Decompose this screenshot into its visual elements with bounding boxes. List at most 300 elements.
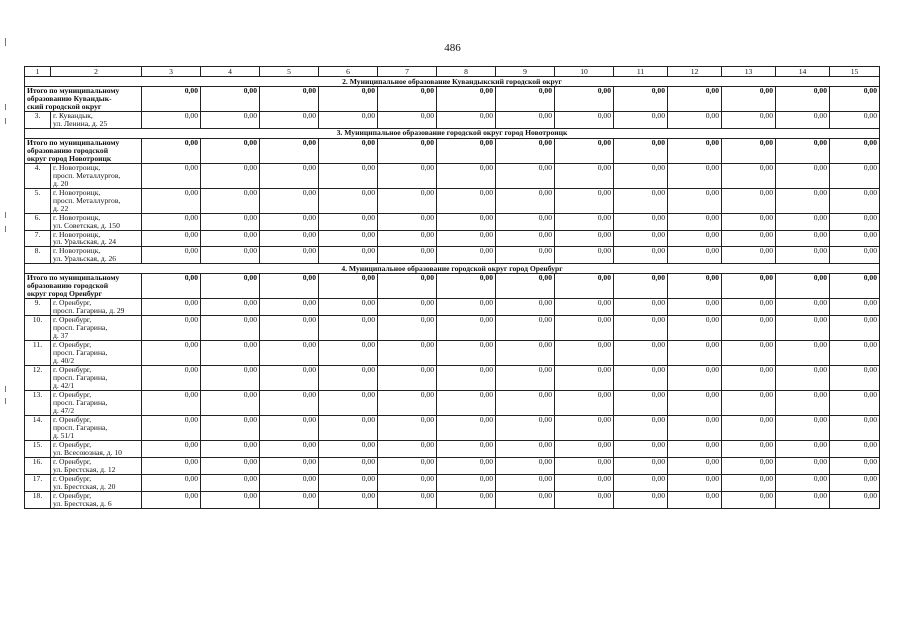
value-cell: 0,00 [437, 457, 496, 474]
value-cell: 0,00 [260, 474, 319, 491]
value-cell: 0,00 [722, 299, 776, 316]
total-value: 0,00 [437, 274, 496, 299]
value-cell: 0,00 [142, 341, 201, 366]
value-cell: 0,00 [668, 440, 722, 457]
value-cell: 0,00 [496, 188, 555, 213]
value-cell: 0,00 [668, 188, 722, 213]
value-cell: 0,00 [668, 366, 722, 391]
data-table [24, 66, 880, 509]
total-value: 0,00 [830, 87, 880, 112]
value-cell: 0,00 [668, 247, 722, 264]
value-cell: 0,00 [201, 491, 260, 508]
value-cell: 0,00 [614, 491, 668, 508]
table-row [25, 341, 880, 366]
value-cell: 0,00 [496, 341, 555, 366]
row-number: 13. [25, 390, 51, 415]
value-cell: 0,00 [722, 188, 776, 213]
value-cell: 0,00 [614, 440, 668, 457]
value-cell: 0,00 [722, 316, 776, 341]
value-cell: 0,00 [378, 474, 437, 491]
value-cell: 0,00 [260, 188, 319, 213]
value-cell: 0,00 [319, 440, 378, 457]
value-cell: 0,00 [830, 316, 880, 341]
value-cell: 0,00 [830, 390, 880, 415]
value-cell: 0,00 [378, 440, 437, 457]
value-cell: 0,00 [260, 491, 319, 508]
row-number: 7. [25, 230, 51, 247]
address-cell: г. Оренбург, просп. Гагарина, д. 47/2 [51, 390, 142, 415]
value-cell: 0,00 [555, 299, 614, 316]
value-cell: 0,00 [201, 316, 260, 341]
total-value: 0,00 [614, 274, 668, 299]
total-value: 0,00 [776, 87, 830, 112]
value-cell: 0,00 [437, 366, 496, 391]
value-cell: 0,00 [614, 230, 668, 247]
column-number-cell: 10 [555, 67, 614, 77]
total-value: 0,00 [776, 138, 830, 163]
value-cell: 0,00 [555, 415, 614, 440]
value-cell: 0,00 [142, 188, 201, 213]
value-cell: 0,00 [319, 366, 378, 391]
value-cell: 0,00 [668, 341, 722, 366]
value-cell: 0,00 [142, 474, 201, 491]
total-value: 0,00 [776, 274, 830, 299]
table-row [25, 316, 880, 341]
total-value: 0,00 [319, 87, 378, 112]
value-cell: 0,00 [319, 491, 378, 508]
value-cell: 0,00 [496, 474, 555, 491]
value-cell: 0,00 [496, 366, 555, 391]
value-cell: 0,00 [378, 163, 437, 188]
value-cell: 0,00 [830, 111, 880, 128]
table-body [25, 67, 880, 509]
value-cell: 0,00 [776, 440, 830, 457]
value-cell: 0,00 [614, 111, 668, 128]
value-cell: 0,00 [830, 415, 880, 440]
table-row [25, 247, 880, 264]
value-cell: 0,00 [378, 188, 437, 213]
value-cell: 0,00 [260, 457, 319, 474]
column-number-cell: 9 [496, 67, 555, 77]
section-title: 4. Муниципальное образование городской округ город Оренбург [25, 264, 880, 274]
total-value: 0,00 [555, 138, 614, 163]
row-number: 9. [25, 299, 51, 316]
value-cell: 0,00 [378, 230, 437, 247]
value-cell: 0,00 [201, 213, 260, 230]
value-cell: 0,00 [142, 457, 201, 474]
total-value: 0,00 [201, 87, 260, 112]
value-cell: 0,00 [668, 111, 722, 128]
value-cell: 0,00 [437, 491, 496, 508]
table-row [25, 188, 880, 213]
section-title: 2. Муниципальное образование Кувандыкский городской округ [25, 77, 880, 87]
section-title-row [25, 77, 880, 87]
value-cell: 0,00 [201, 440, 260, 457]
address-cell: г. Оренбург, просп. Гагарина, д. 51/1 [51, 415, 142, 440]
value-cell: 0,00 [668, 474, 722, 491]
value-cell: 0,00 [142, 415, 201, 440]
value-cell: 0,00 [776, 491, 830, 508]
total-value: 0,00 [260, 87, 319, 112]
address-cell: г. Оренбург, ул. Брестская, д. 20 [51, 474, 142, 491]
value-cell: 0,00 [319, 188, 378, 213]
value-cell: 0,00 [496, 316, 555, 341]
value-cell: 0,00 [776, 163, 830, 188]
value-cell: 0,00 [722, 440, 776, 457]
value-cell: 0,00 [437, 247, 496, 264]
value-cell: 0,00 [319, 415, 378, 440]
total-value: 0,00 [555, 87, 614, 112]
total-value: 0,00 [260, 138, 319, 163]
value-cell: 0,00 [830, 457, 880, 474]
column-number-cell: 8 [437, 67, 496, 77]
total-value: 0,00 [142, 138, 201, 163]
row-number: 10. [25, 316, 51, 341]
value-cell: 0,00 [496, 299, 555, 316]
value-cell: 0,00 [201, 188, 260, 213]
value-cell: 0,00 [722, 247, 776, 264]
value-cell: 0,00 [668, 390, 722, 415]
value-cell: 0,00 [437, 390, 496, 415]
value-cell: 0,00 [437, 474, 496, 491]
row-number: 4. [25, 163, 51, 188]
value-cell: 0,00 [319, 111, 378, 128]
value-cell: 0,00 [496, 415, 555, 440]
value-cell: 0,00 [201, 366, 260, 391]
value-cell: 0,00 [830, 366, 880, 391]
value-cell: 0,00 [830, 474, 880, 491]
column-number-cell: 11 [614, 67, 668, 77]
value-cell: 0,00 [555, 163, 614, 188]
table-row [25, 213, 880, 230]
row-number: 18. [25, 491, 51, 508]
value-cell: 0,00 [496, 440, 555, 457]
value-cell: 0,00 [614, 457, 668, 474]
value-cell: 0,00 [722, 457, 776, 474]
row-number: 16. [25, 457, 51, 474]
total-value: 0,00 [378, 138, 437, 163]
value-cell: 0,00 [201, 111, 260, 128]
value-cell: 0,00 [776, 341, 830, 366]
value-cell: 0,00 [378, 491, 437, 508]
section-title-row [25, 128, 880, 138]
total-value: 0,00 [378, 87, 437, 112]
value-cell: 0,00 [142, 491, 201, 508]
column-number-cell: 4 [201, 67, 260, 77]
value-cell: 0,00 [614, 188, 668, 213]
value-cell: 0,00 [437, 163, 496, 188]
value-cell: 0,00 [437, 415, 496, 440]
value-cell: 0,00 [378, 457, 437, 474]
value-cell: 0,00 [555, 457, 614, 474]
column-number-cell: 2 [51, 67, 142, 77]
total-value: 0,00 [201, 274, 260, 299]
value-cell: 0,00 [668, 230, 722, 247]
page-number: 486 [444, 42, 461, 54]
value-cell: 0,00 [555, 366, 614, 391]
total-value: 0,00 [201, 138, 260, 163]
total-label: Итого по муниципальному образованию городской округ город Новотроицк [25, 138, 142, 163]
value-cell: 0,00 [319, 247, 378, 264]
total-label: Итого по муниципальному образованию Кувандык- ский городской округ [25, 87, 142, 112]
table-row [25, 111, 880, 128]
total-value: 0,00 [555, 274, 614, 299]
column-number-cell: 7 [378, 67, 437, 77]
table-row [25, 491, 880, 508]
row-number: 17. [25, 474, 51, 491]
section-title-row [25, 264, 880, 274]
value-cell: 0,00 [555, 213, 614, 230]
value-cell: 0,00 [614, 247, 668, 264]
value-cell: 0,00 [776, 230, 830, 247]
address-cell: г. Оренбург, просп. Гагарина, д. 29 [51, 299, 142, 316]
value-cell: 0,00 [776, 457, 830, 474]
column-number-cell: 5 [260, 67, 319, 77]
value-cell: 0,00 [142, 390, 201, 415]
value-cell: 0,00 [555, 316, 614, 341]
value-cell: 0,00 [830, 213, 880, 230]
value-cell: 0,00 [496, 491, 555, 508]
address-cell: г. Новотроицк, ул. Уральская, д. 26 [51, 247, 142, 264]
value-cell: 0,00 [614, 316, 668, 341]
table-row [25, 440, 880, 457]
value-cell: 0,00 [830, 247, 880, 264]
value-cell: 0,00 [319, 341, 378, 366]
table-row [25, 457, 880, 474]
value-cell: 0,00 [142, 299, 201, 316]
total-label: Итого по муниципальному образованию городской округ город Оренбург [25, 274, 142, 299]
value-cell: 0,00 [201, 341, 260, 366]
value-cell: 0,00 [776, 366, 830, 391]
value-cell: 0,00 [830, 230, 880, 247]
row-number: 8. [25, 247, 51, 264]
value-cell: 0,00 [722, 390, 776, 415]
value-cell: 0,00 [668, 299, 722, 316]
value-cell: 0,00 [319, 213, 378, 230]
value-cell: 0,00 [378, 366, 437, 391]
total-value: 0,00 [260, 274, 319, 299]
value-cell: 0,00 [722, 491, 776, 508]
value-cell: 0,00 [142, 213, 201, 230]
value-cell: 0,00 [614, 366, 668, 391]
address-cell: г. Новотроицк, ул. Уральская, д. 24 [51, 230, 142, 247]
total-value: 0,00 [142, 87, 201, 112]
address-cell: г. Оренбург, просп. Гагарина, д. 42/1 [51, 366, 142, 391]
value-cell: 0,00 [776, 390, 830, 415]
total-value: 0,00 [319, 274, 378, 299]
value-cell: 0,00 [668, 213, 722, 230]
value-cell: 0,00 [260, 111, 319, 128]
value-cell: 0,00 [496, 213, 555, 230]
value-cell: 0,00 [201, 230, 260, 247]
value-cell: 0,00 [722, 213, 776, 230]
value-cell: 0,00 [319, 163, 378, 188]
value-cell: 0,00 [776, 247, 830, 264]
table-row [25, 299, 880, 316]
value-cell: 0,00 [614, 415, 668, 440]
value-cell: 0,00 [614, 341, 668, 366]
value-cell: 0,00 [260, 440, 319, 457]
column-number-cell: 6 [319, 67, 378, 77]
value-cell: 0,00 [722, 111, 776, 128]
row-number: 12. [25, 366, 51, 391]
total-value: 0,00 [830, 274, 880, 299]
value-cell: 0,00 [260, 341, 319, 366]
address-cell: г. Новотроицк, просп. Металлургов, д. 20 [51, 163, 142, 188]
total-row [25, 87, 880, 112]
value-cell: 0,00 [142, 111, 201, 128]
value-cell: 0,00 [260, 230, 319, 247]
table-row [25, 163, 880, 188]
row-number: 15. [25, 440, 51, 457]
total-value: 0,00 [668, 274, 722, 299]
address-cell: г. Новотроицк, просп. Металлургов, д. 22 [51, 188, 142, 213]
value-cell: 0,00 [260, 247, 319, 264]
value-cell: 0,00 [496, 247, 555, 264]
value-cell: 0,00 [722, 230, 776, 247]
value-cell: 0,00 [496, 230, 555, 247]
value-cell: 0,00 [201, 299, 260, 316]
total-value: 0,00 [142, 274, 201, 299]
address-cell: г. Кувандык, ул. Ленина, д. 25 [51, 111, 142, 128]
value-cell: 0,00 [555, 341, 614, 366]
table-row [25, 230, 880, 247]
value-cell: 0,00 [201, 247, 260, 264]
value-cell: 0,00 [142, 247, 201, 264]
total-value: 0,00 [496, 274, 555, 299]
value-cell: 0,00 [776, 415, 830, 440]
value-cell: 0,00 [555, 230, 614, 247]
value-cell: 0,00 [201, 457, 260, 474]
value-cell: 0,00 [437, 230, 496, 247]
value-cell: 0,00 [260, 299, 319, 316]
value-cell: 0,00 [260, 366, 319, 391]
column-number-cell: 14 [776, 67, 830, 77]
value-cell: 0,00 [437, 341, 496, 366]
value-cell: 0,00 [437, 188, 496, 213]
value-cell: 0,00 [776, 316, 830, 341]
address-cell: г. Оренбург, ул. Брестская, д. 6 [51, 491, 142, 508]
value-cell: 0,00 [555, 474, 614, 491]
value-cell: 0,00 [319, 390, 378, 415]
value-cell: 0,00 [668, 163, 722, 188]
column-number-cell: 13 [722, 67, 776, 77]
row-number: 11. [25, 341, 51, 366]
value-cell: 0,00 [437, 440, 496, 457]
total-value: 0,00 [668, 87, 722, 112]
address-cell: г. Новотроицк, ул. Советская, д. 150 [51, 213, 142, 230]
column-number-cell: 15 [830, 67, 880, 77]
value-cell: 0,00 [437, 111, 496, 128]
total-value: 0,00 [437, 87, 496, 112]
value-cell: 0,00 [378, 316, 437, 341]
row-number: 3. [25, 111, 51, 128]
total-value: 0,00 [614, 87, 668, 112]
value-cell: 0,00 [319, 230, 378, 247]
address-cell: г. Оренбург, просп. Гагарина, д. 40/2 [51, 341, 142, 366]
table-row [25, 390, 880, 415]
total-value: 0,00 [668, 138, 722, 163]
value-cell: 0,00 [437, 316, 496, 341]
value-cell: 0,00 [776, 474, 830, 491]
table-row [25, 474, 880, 491]
column-number-cell: 12 [668, 67, 722, 77]
value-cell: 0,00 [260, 213, 319, 230]
total-row [25, 138, 880, 163]
value-cell: 0,00 [614, 474, 668, 491]
total-value: 0,00 [437, 138, 496, 163]
address-cell: г. Оренбург, ул. Всесоюзная, д. 10 [51, 440, 142, 457]
value-cell: 0,00 [378, 415, 437, 440]
value-cell: 0,00 [555, 390, 614, 415]
value-cell: 0,00 [378, 299, 437, 316]
total-value: 0,00 [614, 138, 668, 163]
row-number: 6. [25, 213, 51, 230]
value-cell: 0,00 [378, 390, 437, 415]
value-cell: 0,00 [378, 341, 437, 366]
value-cell: 0,00 [378, 247, 437, 264]
value-cell: 0,00 [614, 299, 668, 316]
value-cell: 0,00 [319, 457, 378, 474]
value-cell: 0,00 [201, 390, 260, 415]
value-cell: 0,00 [201, 474, 260, 491]
value-cell: 0,00 [776, 188, 830, 213]
value-cell: 0,00 [319, 299, 378, 316]
value-cell: 0,00 [142, 230, 201, 247]
value-cell: 0,00 [614, 390, 668, 415]
total-row [25, 274, 880, 299]
column-number-cell: 1 [25, 67, 51, 77]
value-cell: 0,00 [496, 163, 555, 188]
value-cell: 0,00 [555, 440, 614, 457]
value-cell: 0,00 [437, 299, 496, 316]
value-cell: 0,00 [722, 415, 776, 440]
value-cell: 0,00 [378, 213, 437, 230]
value-cell: 0,00 [260, 163, 319, 188]
value-cell: 0,00 [201, 415, 260, 440]
value-cell: 0,00 [496, 390, 555, 415]
value-cell: 0,00 [260, 390, 319, 415]
value-cell: 0,00 [378, 111, 437, 128]
value-cell: 0,00 [437, 213, 496, 230]
value-cell: 0,00 [668, 457, 722, 474]
value-cell: 0,00 [722, 474, 776, 491]
row-number: 5. [25, 188, 51, 213]
total-value: 0,00 [722, 274, 776, 299]
section-title: 3. Муниципальное образование городской округ город Новотроицк [25, 128, 880, 138]
total-value: 0,00 [378, 274, 437, 299]
value-cell: 0,00 [260, 316, 319, 341]
value-cell: 0,00 [555, 188, 614, 213]
value-cell: 0,00 [319, 474, 378, 491]
total-value: 0,00 [496, 87, 555, 112]
table-row [25, 366, 880, 391]
value-cell: 0,00 [722, 366, 776, 391]
column-number-cell: 3 [142, 67, 201, 77]
value-cell: 0,00 [555, 491, 614, 508]
value-cell: 0,00 [776, 299, 830, 316]
address-cell: г. Оренбург, ул. Брестская, д. 12 [51, 457, 142, 474]
address-cell: г. Оренбург, просп. Гагарина, д. 37 [51, 316, 142, 341]
value-cell: 0,00 [830, 188, 880, 213]
value-cell: 0,00 [668, 415, 722, 440]
value-cell: 0,00 [830, 491, 880, 508]
value-cell: 0,00 [830, 163, 880, 188]
value-cell: 0,00 [722, 163, 776, 188]
value-cell: 0,00 [201, 163, 260, 188]
value-cell: 0,00 [776, 213, 830, 230]
value-cell: 0,00 [614, 163, 668, 188]
